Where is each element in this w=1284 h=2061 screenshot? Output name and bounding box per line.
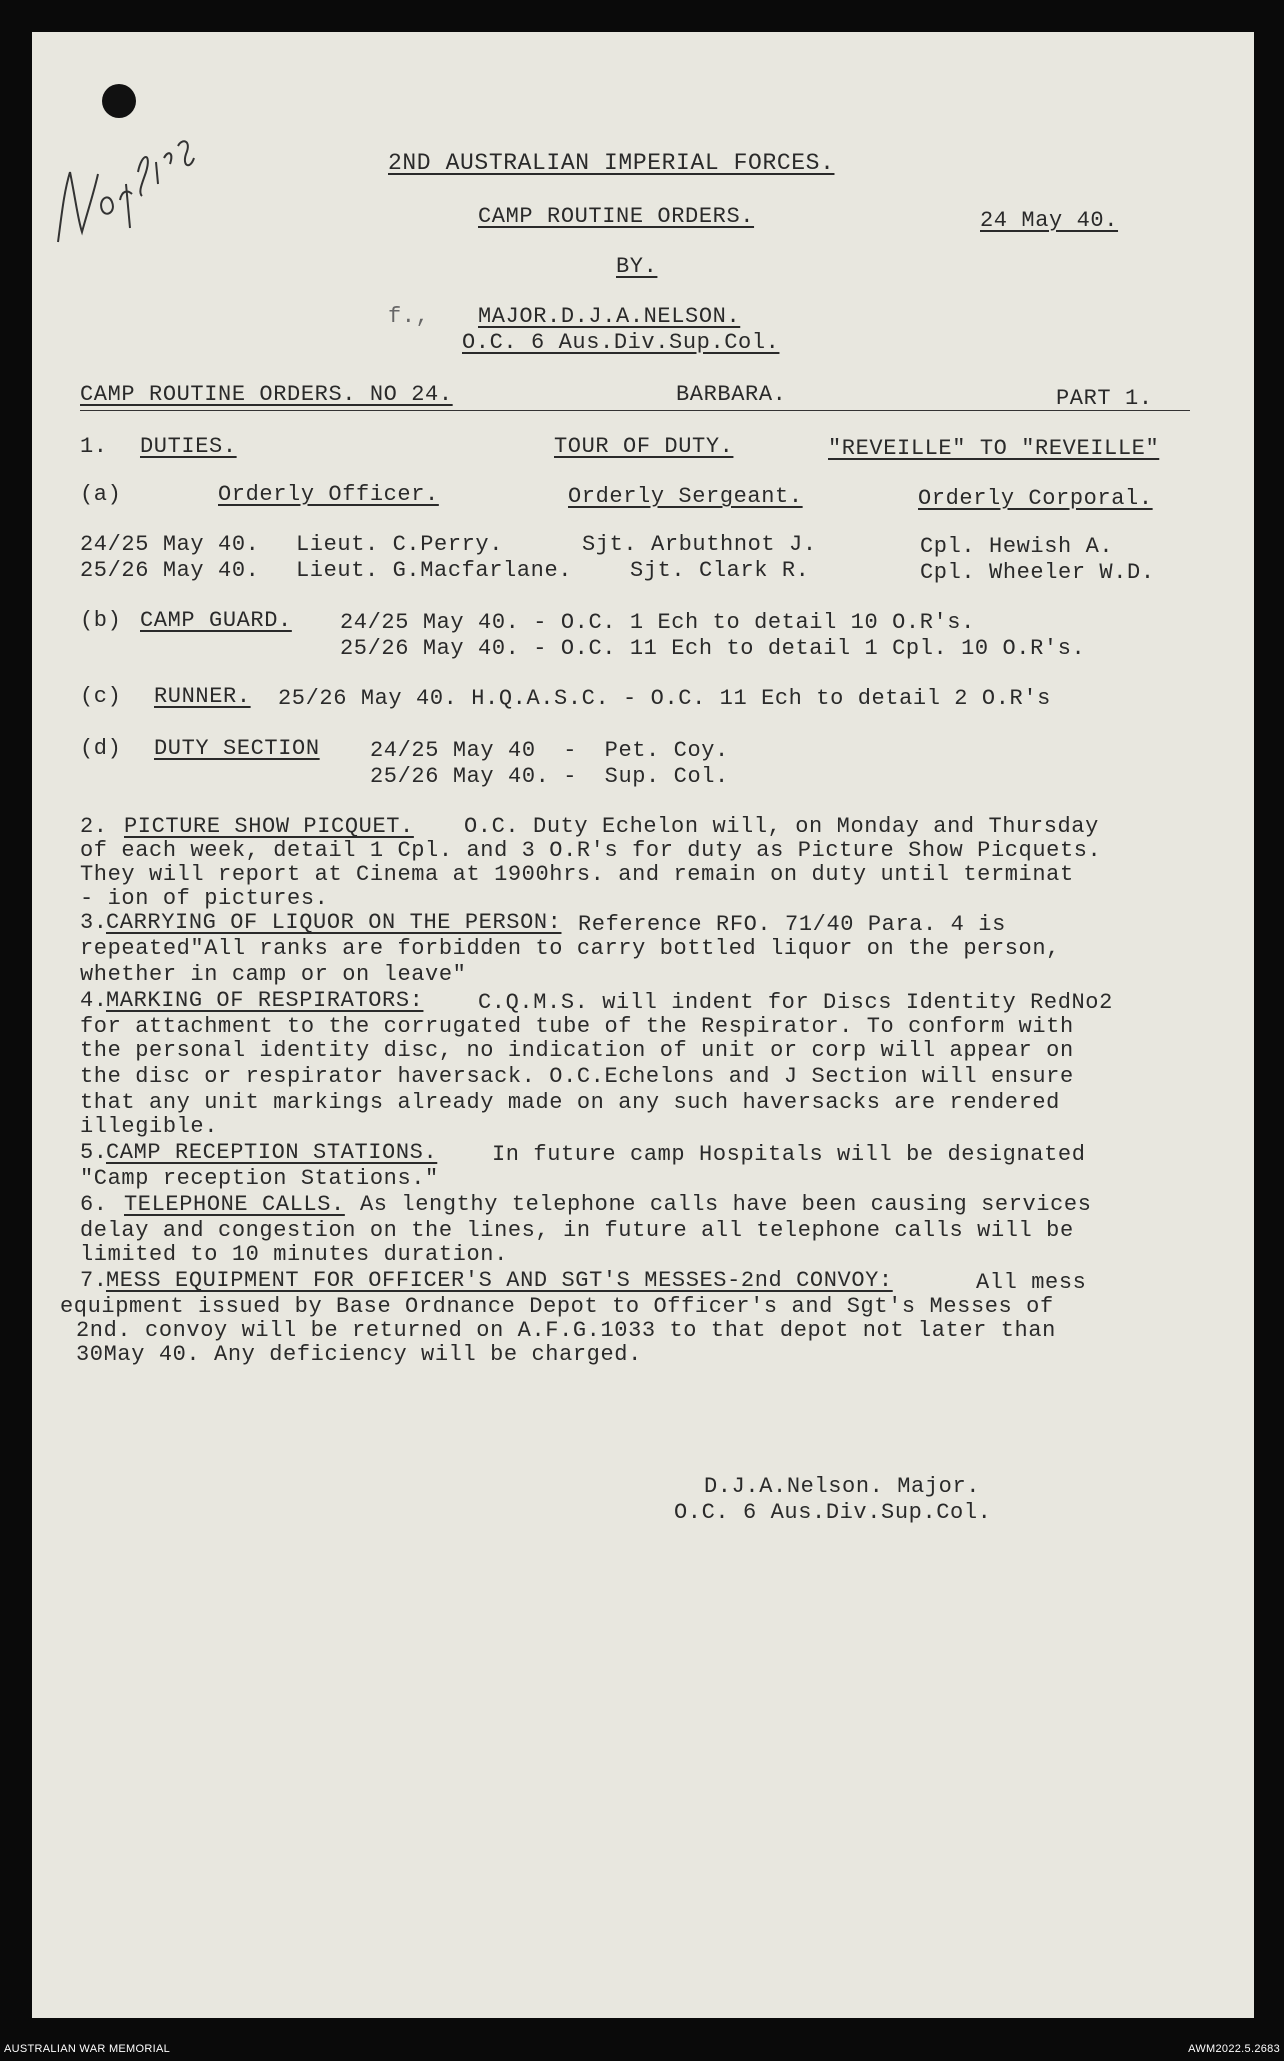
- para-7-line-3: 2nd. convoy will be returned on A.F.G.1033 to that depot not later than: [76, 1318, 1056, 1343]
- camp-guard-line-1: 24/25 May 40. - O.C. 1 Ech to detail 10 O.R's.: [340, 610, 975, 635]
- runner-title: RUNNER.: [154, 684, 251, 709]
- sub-a-label: (a): [80, 482, 122, 507]
- para-4-line-4: the disc or respirator haversack. O.C.Echelons and J Section will ensure: [80, 1064, 1074, 1089]
- para-7-line-2: equipment issued by Base Ordnance Depot to Officer's and Sgt's Messes of: [60, 1294, 1054, 1319]
- para-4-line-1: C.Q.M.S. will indent for Discs Identity RedNo2: [478, 990, 1113, 1015]
- typed-mark: f.,: [388, 304, 430, 329]
- para-4-line-5: that any unit markings already made on any such haversacks are rendered: [80, 1090, 1060, 1115]
- para-7-line-4: 30May 40. Any deficiency will be charged.: [76, 1342, 642, 1367]
- para-3-line-1: Reference RFO. 71/40 Para. 4 is: [578, 912, 1006, 937]
- signature-line-2: O.C. 6 Aus.Div.Sup.Col.: [674, 1500, 992, 1525]
- para-2-line-2: of each week, detail 1 Cpl. and 3 O.R's for duty as Picture Show Picquets.: [80, 838, 1102, 863]
- handwritten-war-diary-annotation: [42, 92, 232, 272]
- para-6-line-3: limited to 10 minutes duration.: [80, 1242, 508, 1267]
- para-4-title: MARKING OF RESPIRATORS:: [106, 988, 424, 1013]
- duty-section-title: DUTY SECTION: [154, 736, 320, 761]
- para-4-line-2: for attachment to the corrugated tube of the Respirator. To conform with: [80, 1014, 1074, 1039]
- signature-line-1: D.J.A.Nelson. Major.: [704, 1474, 981, 1499]
- duty-row-1-corporal: Cpl. Hewish A.: [920, 534, 1114, 559]
- document-title: 2ND AUSTRALIAN IMPERIAL FORCES.: [388, 150, 835, 176]
- sub-d-label: (d): [80, 736, 122, 761]
- order-rule: [80, 410, 1190, 411]
- officer-name: MAJOR.D.J.A.NELSON.: [478, 304, 741, 329]
- para-4-line-6: illegible.: [80, 1114, 219, 1139]
- para-6-line-2: delay and congestion on the lines, in future all telephone calls will be: [80, 1218, 1074, 1243]
- duty-section-line-2: 25/26 May 40. - Sup. Col.: [370, 764, 729, 789]
- order-place: BARBARA.: [676, 382, 787, 407]
- para-2-line-4: - ion of pictures.: [80, 886, 329, 911]
- officer-title: O.C. 6 Aus.Div.Sup.Col.: [462, 330, 780, 355]
- duties-heading: DUTIES.: [140, 434, 237, 459]
- duty-row-2-sergeant: Sjt. Clark R.: [630, 558, 810, 583]
- duty-row-1-officer: Lieut. C.Perry.: [296, 532, 504, 557]
- by-label: BY.: [616, 254, 658, 279]
- document-subtitle: CAMP ROUTINE ORDERS.: [478, 204, 755, 229]
- document-date: 24 May 40.: [980, 208, 1119, 233]
- camp-guard-line-2: 25/26 May 40. - O.C. 11 Ech to detail 1 Cpl. 10 O.R's.: [340, 636, 1086, 661]
- para-3-number: 3.: [80, 910, 108, 935]
- footer-source: AUSTRALIAN WAR MEMORIAL: [4, 2043, 171, 2055]
- section-1-number: 1.: [80, 434, 108, 459]
- para-4-line-3: the personal identity disc, no indication of unit or corp will appear on: [80, 1038, 1074, 1063]
- sub-c-label: (c): [80, 684, 122, 709]
- para-4-number: 4.: [80, 988, 108, 1013]
- order-part: PART 1.: [1056, 386, 1153, 411]
- col-orderly-corporal: Orderly Corporal.: [918, 486, 1153, 511]
- col-orderly-officer: Orderly Officer.: [218, 482, 439, 507]
- para-6-title: TELEPHONE CALLS.: [124, 1192, 345, 1217]
- para-3-line-2: repeated"All ranks are forbidden to carry bottled liquor on the person,: [80, 936, 1060, 961]
- para-2-line-3: They will report at Cinema at 1900hrs. and remain on duty until terminat: [80, 862, 1074, 887]
- para-3-line-3: whether in camp or on leave": [80, 962, 467, 987]
- para-2-number: 2.: [80, 814, 108, 839]
- para-5-number: 5.: [80, 1140, 108, 1165]
- para-7-title: MESS EQUIPMENT FOR OFFICER'S AND SGT'S MESSES-2nd CONVOY:: [106, 1268, 893, 1293]
- reveille-to-reveille: "REVEILLE" TO "REVEILLE": [828, 436, 1160, 461]
- runner-line: 25/26 May 40. H.Q.A.S.C. - O.C. 11 Ech to detail 2 O.R's: [278, 686, 1051, 711]
- footer-accession-number: AWM2022.5.2683: [1188, 2043, 1280, 2055]
- duty-row-2-corporal: Cpl. Wheeler W.D.: [920, 560, 1155, 585]
- para-5-line-1: In future camp Hospitals will be designated: [492, 1142, 1086, 1167]
- order-number: CAMP ROUTINE ORDERS. NO 24.: [80, 382, 453, 407]
- duty-section-line-1: 24/25 May 40 - Pet. Coy.: [370, 738, 729, 763]
- tour-of-duty: TOUR OF DUTY.: [554, 434, 734, 459]
- para-2-line-1: O.C. Duty Echelon will, on Monday and Thursday: [464, 814, 1099, 839]
- para-3-title: CARRYING OF LIQUOR ON THE PERSON:: [106, 910, 562, 935]
- para-6-line-1: As lengthy telephone calls have been causing services: [360, 1192, 1092, 1217]
- para-7-line-1: All mess: [976, 1270, 1087, 1295]
- col-orderly-sergeant: Orderly Sergeant.: [568, 484, 803, 509]
- camp-guard-title: CAMP GUARD.: [140, 608, 292, 633]
- para-2-title: PICTURE SHOW PICQUET.: [124, 814, 414, 839]
- duty-row-2-date: 25/26 May 40.: [80, 558, 260, 583]
- para-5-title: CAMP RECEPTION STATIONS.: [106, 1140, 438, 1165]
- para-5-line-2: "Camp reception Stations.": [80, 1166, 439, 1191]
- para-6-number: 6.: [80, 1192, 108, 1217]
- duty-row-2-officer: Lieut. G.Macfarlane.: [296, 558, 573, 583]
- para-7-number: 7.: [80, 1268, 108, 1293]
- duty-row-1-date: 24/25 May 40.: [80, 532, 260, 557]
- sub-b-label: (b): [80, 608, 122, 633]
- duty-row-1-sergeant: Sjt. Arbuthnot J.: [582, 532, 817, 557]
- document-page: [32, 32, 1254, 2018]
